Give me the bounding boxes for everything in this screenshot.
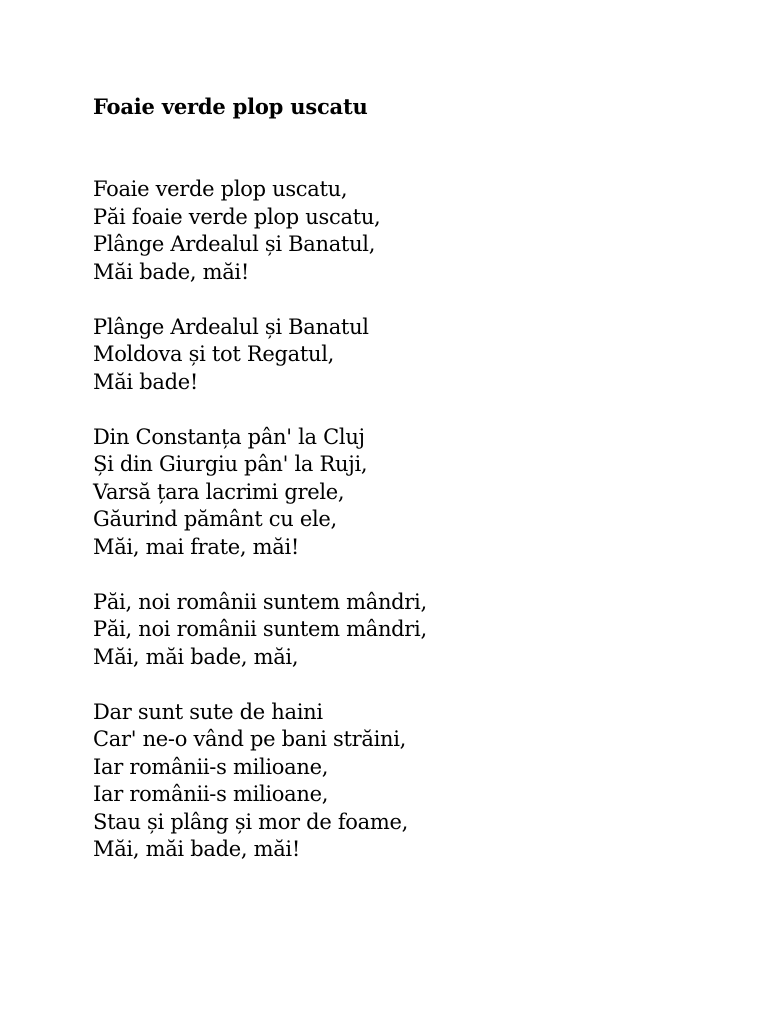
poem-line: Și din Giurgiu pân' la Ruji, bbox=[93, 452, 368, 476]
poem-line: Găurind pământ cu ele, bbox=[93, 507, 337, 531]
poem-line: Stau și plâng și mor de foame, bbox=[93, 809, 408, 834]
poem-line: Din Constanța pân' la Cluj bbox=[93, 424, 365, 449]
poem-line: Măi, măi bade, măi! bbox=[93, 837, 300, 861]
stanza-5 bbox=[93, 699, 427, 864]
poem-line: Măi bade, măi! bbox=[93, 259, 249, 284]
poem-line: Plânge Ardealul și Banatul bbox=[93, 314, 369, 339]
poem-line: Dar sunt sute de haini bbox=[93, 699, 323, 724]
poem-body bbox=[93, 176, 427, 891]
poem-line: Moldova și tot Regatul, bbox=[93, 342, 335, 366]
poem-line: Car' ne-o vând pe bani străini, bbox=[93, 727, 407, 751]
poem-line: Plânge Ardealul și Banatul, bbox=[93, 232, 376, 256]
poem-line: Varsă țara lacrimi grele, bbox=[93, 479, 345, 504]
poem-line: Iar românii-s milioane, bbox=[93, 754, 329, 779]
poem-line: Măi, mai frate, măi! bbox=[93, 534, 300, 559]
poem-line: Foaie verde plop uscatu, bbox=[93, 177, 348, 201]
stanza-2 bbox=[93, 314, 427, 397]
stanza-3 bbox=[93, 424, 427, 562]
poem-title: Foaie verde plop uscatu bbox=[93, 94, 368, 119]
poem-line: Măi bade! bbox=[93, 369, 198, 394]
stanza-1 bbox=[93, 176, 427, 286]
poem-line: Iar românii-s milioane, bbox=[93, 782, 329, 806]
stanza-4 bbox=[93, 589, 427, 672]
poem-line: Păi, noi românii suntem mândri, bbox=[93, 589, 427, 614]
poem-line: Măi, măi bade, măi, bbox=[93, 644, 299, 669]
poem-line: Păi, noi românii suntem mândri, bbox=[93, 617, 427, 641]
poem-line: Păi foaie verde plop uscatu, bbox=[93, 204, 381, 229]
